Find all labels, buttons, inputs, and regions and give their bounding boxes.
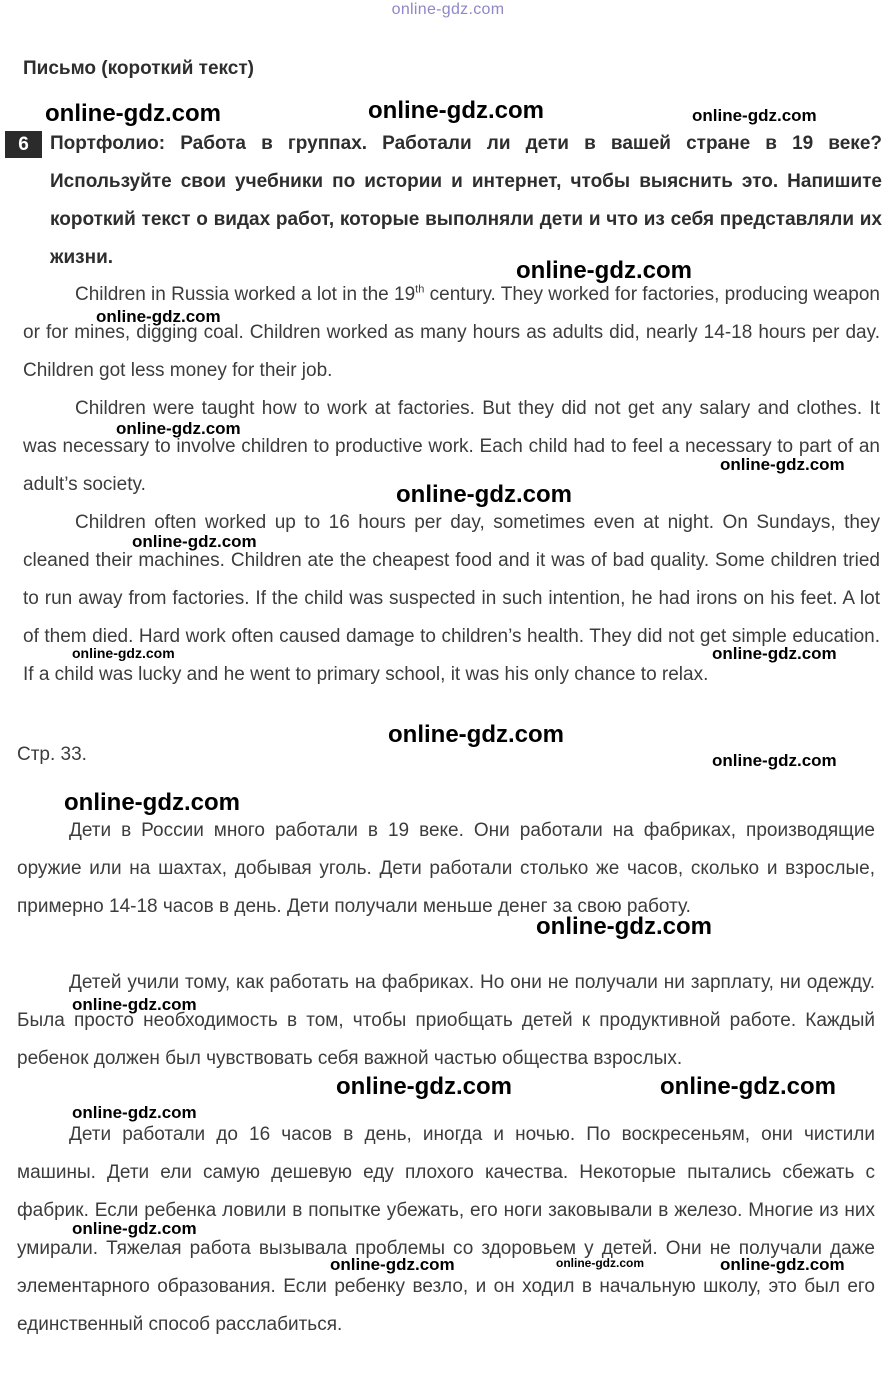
task-instruction: Портфолио: Работа в группах. Работали ли дети в вашей стране в 19 веке? Используйте свои учебники по истории и интернет, чтобы выяснить это. Напишите короткий текст о видах работ, которые выполняли дети и что из себя представляли их жизни. — [50, 133, 882, 268]
english-paragraph-3-text: Children often worked up to 16 hours per day, sometimes even at night. On Sundays, they cleaned their machines. Children ate the cheapest food and it was of bad quality. Some children tried to run away from factories. If the child was suspected in such intention, he had irons on his feet. A lot of them died. Hard work often caused damage to children’s health. They did not get simple education. If a child was lucky and he went to primary school, it was his only chance to relax. — [23, 512, 880, 685]
ordinal-suffix: th — [415, 283, 425, 296]
watermark: online-gdz.com — [396, 481, 572, 508]
english-paragraph-2-text: Children were taught how to work at factories. But they did not get any salary and clothes. It was necessary to involve children to productive work. Each child had to feel a necessary to part of an adult’s society. — [23, 398, 880, 495]
watermark: online-gdz.com — [45, 100, 221, 127]
watermark: online-gdz.com — [72, 1219, 197, 1238]
english-paragraph-1-text-b: century. They worked for factories, producing weapon or for mines, digging coal. Children worked as many hours as adults did, nearly 14-18 hours per day. Children got less money for their job. — [23, 284, 880, 381]
watermark: online-gdz.com — [116, 419, 241, 438]
watermark: online-gdz.com — [720, 1255, 845, 1274]
watermark: online-gdz.com — [72, 645, 175, 661]
task-number-badge: 6 — [5, 131, 42, 158]
english-paragraph-1 — [23, 276, 880, 390]
watermark: online-gdz.com — [712, 751, 837, 770]
watermark: online-gdz.com — [132, 532, 257, 551]
site-header[interactable]: online-gdz.com — [391, 1, 505, 18]
russian-paragraph-1 — [17, 812, 875, 926]
watermark: online-gdz.com — [96, 307, 221, 326]
russian-paragraph-2 — [17, 964, 875, 1078]
russian-paragraph-3-text: Дети работали до 16 часов в день, иногда и ночью. По воскресеньям, они чистили машины. Дети ели самую дешевую еду плохого качества. Некоторые пытались сбежать с фабрик. Если ребенка ловили в попытке убежать, его ноги заковывали в железо. Многие из них умирали. Тяжелая работа вызывала проблемы со здоровьем у детей. Они не получали даже элементарного образования. Если ребенку везло, и он ходил в начальную школу, это был его единственный способ расслабиться. — [17, 1124, 875, 1335]
watermark: online-gdz.com — [692, 106, 817, 125]
watermark: online-gdz.com — [64, 789, 240, 816]
russian-paragraph-2-text: Детей учили тому, как работать на фабриках. Но они не получали ни зарплату, ни одежду. Была просто необходимость в том, чтобы приобщать детей к продуктивной работе. Каждый ребенок должен был чувствовать себя важной частью общества взрослых. — [17, 972, 875, 1069]
watermark: online-gdz.com — [336, 1073, 512, 1100]
watermark: online-gdz.com — [712, 644, 837, 663]
russian-paragraph-1-text: Дети в России много работали в 19 веке. Они работали на фабриках, производящие оружие или на шахтах, добывая уголь. Дети работали столько же часов, сколько и взрослые, примерно 14-18 часов в день. Дети получали меньше денег за свою работу. — [17, 820, 875, 917]
watermark: online-gdz.com — [368, 97, 544, 124]
watermark: online-gdz.com — [720, 455, 845, 474]
section-title: Письмо (короткий текст) — [23, 58, 254, 79]
watermark: online-gdz.com — [516, 257, 692, 284]
english-paragraph-1-text-a: Children in Russia worked a lot in the 19 — [75, 284, 416, 305]
watermark: online-gdz.com — [536, 913, 712, 940]
watermark: online-gdz.com — [72, 1103, 197, 1122]
watermark: online-gdz.com — [660, 1073, 836, 1100]
watermark: online-gdz.com — [556, 1256, 644, 1270]
watermark: online-gdz.com — [388, 721, 564, 748]
page-reference: Стр. 33. — [17, 744, 87, 765]
watermark: online-gdz.com — [72, 995, 197, 1014]
watermark: online-gdz.com — [330, 1255, 455, 1274]
